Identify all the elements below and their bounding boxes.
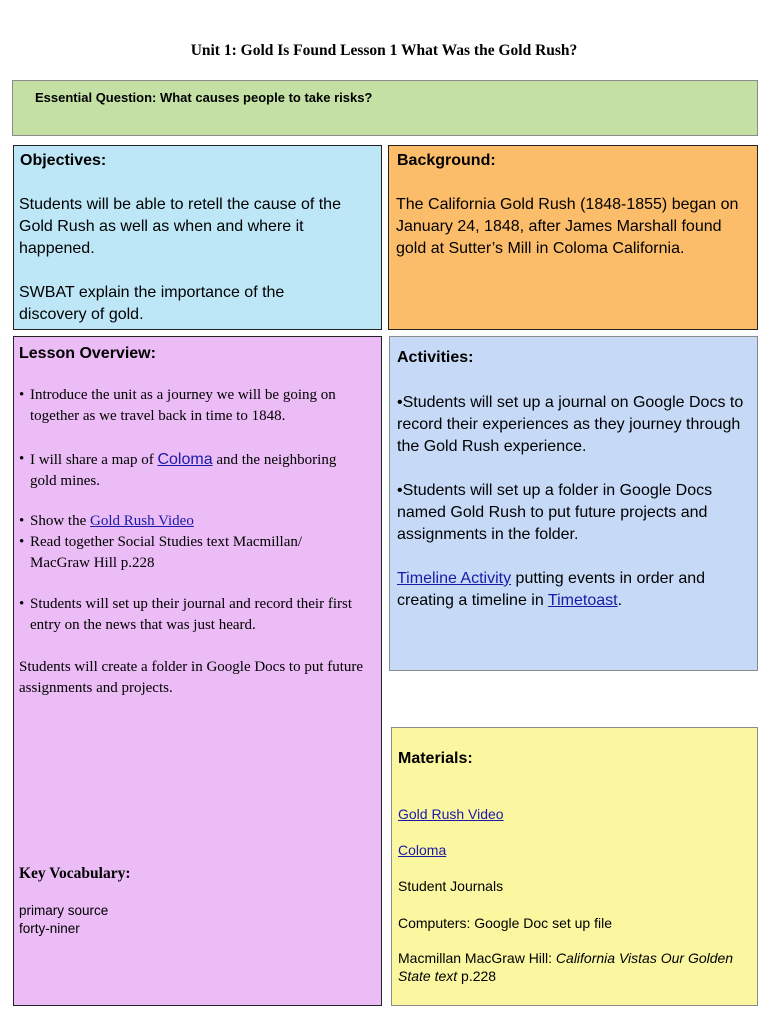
- background-box: [388, 145, 758, 330]
- lesson-bullet-2-text: I will share a map of: [30, 452, 158, 468]
- lesson-overview-box: [13, 336, 382, 1006]
- bullet-marker: •: [19, 596, 25, 612]
- objectives-paragraph-1: Students will be able to retell the cause of the Gold Rush as well as when and where it happened.: [19, 196, 341, 257]
- material-textbook: [398, 949, 748, 985]
- key-vocabulary-heading: Key Vocabulary:: [19, 865, 131, 882]
- lesson-bullet-5: [19, 594, 379, 636]
- material-coloma-link[interactable]: Coloma: [398, 842, 447, 858]
- lesson-bullet-2-text-end: and the neighboring gold mines.: [30, 452, 337, 489]
- background-paragraph: The California Gold Rush (1848-1855) began on January 24, 1848, after James Marshall found gold at Sutter’s Mill in Coloma California.: [396, 196, 739, 257]
- objectives-box: [13, 145, 382, 330]
- objectives-paragraph-2: SWBAT explain the importance of the discovery of gold.: [19, 284, 285, 323]
- essential-question-box: [12, 80, 758, 136]
- activities-box: [389, 336, 758, 671]
- period: .: [617, 592, 623, 609]
- lesson-overview-heading: Lesson Overview:: [19, 345, 156, 362]
- lesson-closing-paragraph: Students will create a folder in Google Docs to put future assignments and projects.: [19, 659, 364, 696]
- activities-paragraph-3-text: putting events in order and creating a timeline in: [397, 570, 706, 609]
- bullet-marker: •: [19, 387, 25, 403]
- lesson-bullet-1-text: Introduce the unit as a journey we will be going on together as we travel back in time to 1848.: [30, 387, 336, 424]
- lesson-bullet-3-text: Show the: [30, 513, 90, 529]
- activities-paragraph-3: [397, 568, 755, 612]
- material-textbook-page: p.228: [457, 968, 497, 984]
- material-textbook-publisher: Macmillan MacGraw Hill:: [398, 950, 556, 966]
- activities-heading: Activities:: [397, 349, 474, 366]
- gold-rush-video-link[interactable]: Gold Rush Video: [90, 513, 194, 529]
- lesson-bullet-5-text: Students will set up their journal and record their first entry on the news that was just heard.: [30, 596, 353, 633]
- material-textbook-title: California Vistas Our Golden State text: [398, 950, 734, 984]
- background-heading: Background:: [397, 152, 496, 169]
- material-student-journals: Student Journals: [398, 878, 504, 894]
- lesson-bullet-4-text: Read together Social Studies text Macmillan/ MacGraw Hill p.228: [30, 534, 303, 571]
- material-computers: Computers: Google Doc set up file: [398, 915, 612, 931]
- lesson-bullet-1: [19, 385, 379, 427]
- lesson-bullet-3: [19, 511, 379, 532]
- bullet-marker: •: [19, 451, 25, 467]
- lesson-bullet-2: [19, 449, 359, 492]
- vocab-forty-niner: forty-niner: [19, 921, 80, 936]
- coloma-link[interactable]: Coloma: [157, 451, 213, 468]
- activities-paragraph-2: •Students will set up a folder in Google Docs named Gold Rush to put future projects and assignments in the folder.: [397, 482, 713, 543]
- bullet-marker: •: [19, 513, 25, 529]
- page-title: Unit 1: Gold Is Found Lesson 1 What Was the Gold Rush?: [190, 42, 578, 59]
- essential-question-text: Essential Question: What causes people to take risks?: [35, 90, 373, 105]
- timeline-activity-link[interactable]: Timeline Activity: [397, 570, 512, 587]
- timetoast-link[interactable]: Timetoast: [547, 592, 618, 609]
- materials-heading: Materials:: [398, 750, 473, 767]
- lesson-bullet-4: [19, 532, 364, 574]
- objectives-heading: Objectives:: [20, 152, 107, 169]
- materials-box: [391, 727, 758, 1006]
- bullet-marker: •: [19, 534, 25, 550]
- material-gold-rush-video-link[interactable]: Gold Rush Video: [398, 806, 504, 822]
- activities-paragraph-1: •Students will set up a journal on Google Docs to record their experiences as they journey through the Gold Rush experience.: [397, 394, 744, 455]
- vocab-primary-source: primary source: [19, 903, 109, 918]
